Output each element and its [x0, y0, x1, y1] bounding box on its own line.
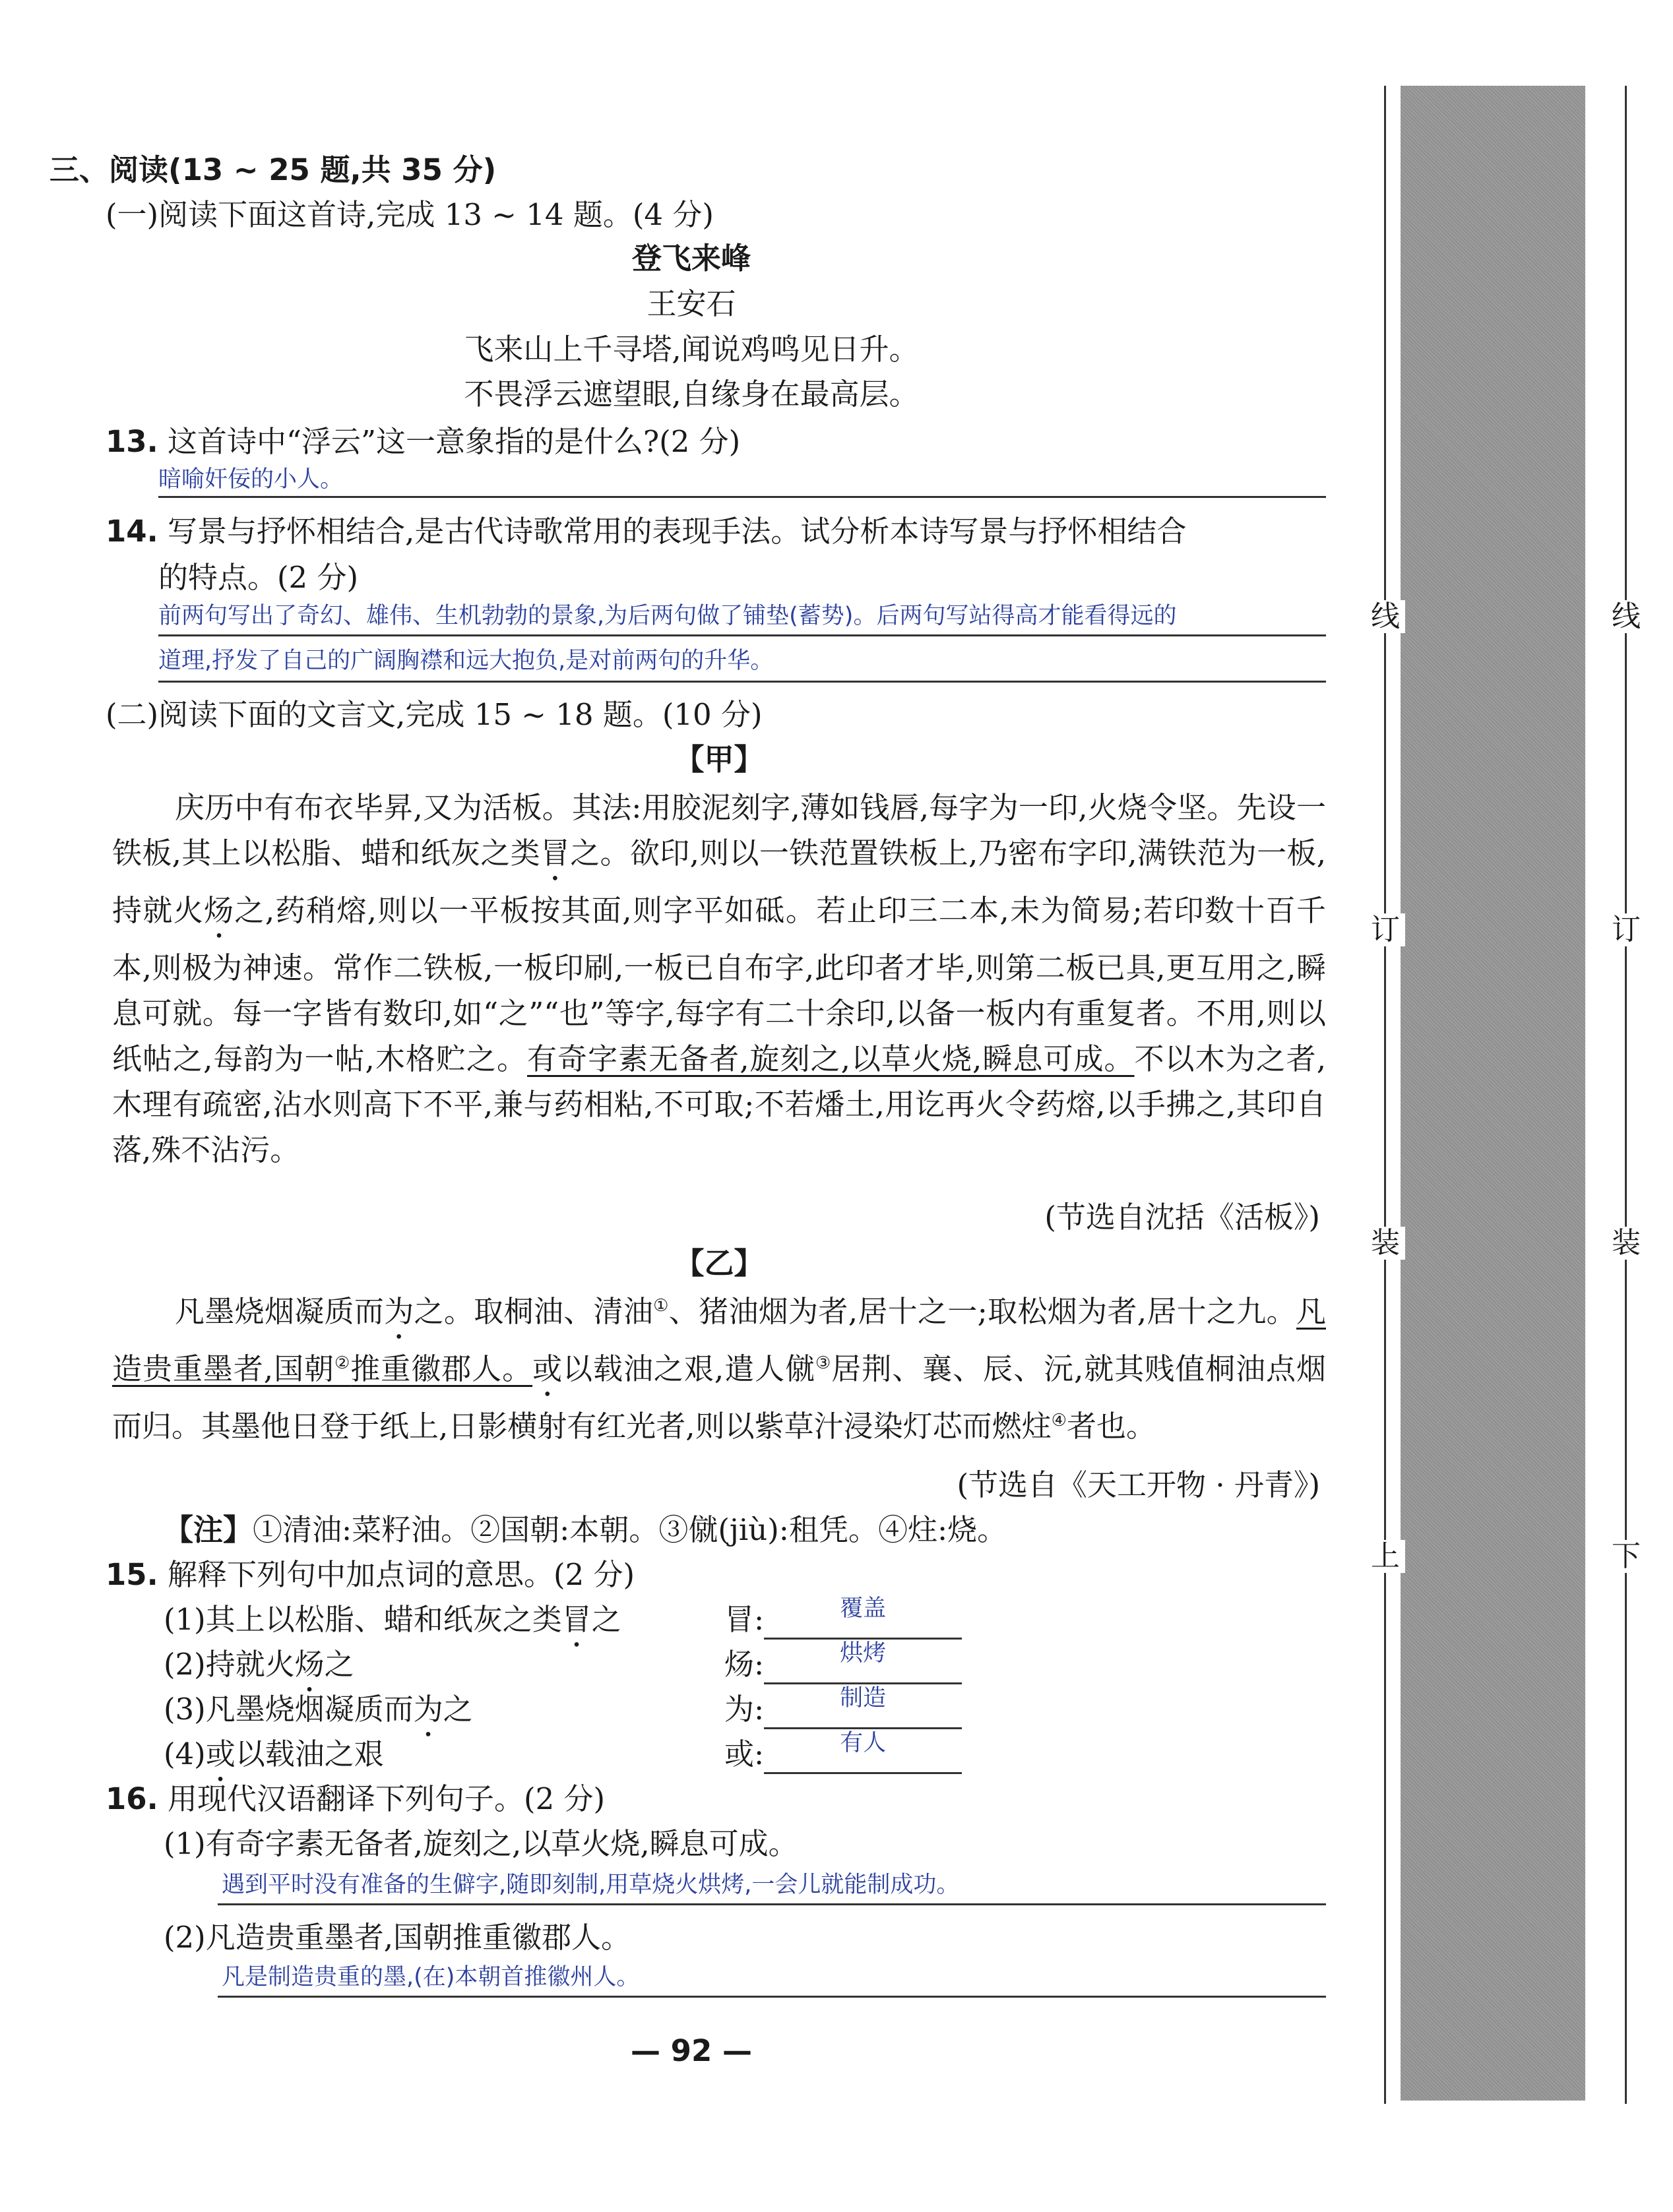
answer-line	[158, 681, 1326, 683]
underlined-text: 推重徽郡人。	[350, 1351, 533, 1386]
question-number: 15.	[106, 1557, 158, 1592]
poem-line-1: 飞来山上千寻塔,闻说鸡鸣见日升。	[464, 332, 919, 367]
binding-char-left: 上	[1366, 1540, 1405, 1573]
q16-sentence-2: (2)凡造贵重墨者,国朝推重徽郡人。	[164, 1920, 631, 1955]
binding-char-right: 装	[1606, 1227, 1646, 1260]
answer-key: 冒:	[724, 1602, 765, 1637]
notes	[164, 1510, 1007, 1550]
passage-text: 、猪油烟为者,居十之一;取松烟为者,居十之九。	[668, 1294, 1296, 1329]
footnote-mark: ①	[653, 1296, 669, 1316]
dotted-word: 或	[205, 1736, 236, 1771]
page-number: — 92 —	[631, 2033, 752, 2068]
q16-sentence-1: (1)有奇字素无备者,旋刻之,以草火烧,瞬息可成。	[164, 1826, 798, 1861]
passage-jia-source: (节选自沈括《活板》)	[1044, 1200, 1320, 1235]
question-number: 16.	[106, 1781, 158, 1816]
answer-line	[218, 1996, 1326, 1998]
question-14-line-2: 的特点。(2 分)	[158, 560, 359, 595]
passage-text: 之。取桐油、清油	[414, 1294, 654, 1329]
part2-intro: (二)阅读下面的文言文,完成 15 ~ 18 题。(10 分)	[106, 697, 763, 732]
dotted-word: 或	[532, 1351, 563, 1386]
binding-char-left: 订	[1366, 913, 1405, 946]
item-text: (4)	[164, 1736, 206, 1771]
question-16	[106, 1779, 605, 1819]
poem-title: 登飞来峰	[631, 241, 751, 276]
passage-yi-source: (节选自《天工开物 · 丹青》)	[957, 1467, 1320, 1502]
dotted-word: 为	[413, 1692, 443, 1727]
dotted-word: 冒	[540, 836, 571, 871]
answer-line	[218, 1903, 1326, 1905]
q15-item-2-answer	[724, 1640, 962, 1684]
question-14-line-1	[106, 512, 1186, 551]
item-text: 之	[324, 1647, 354, 1682]
answer-value: 烘烤	[840, 1640, 887, 1667]
notes-text: ①清油:菜籽油。②国朝:本朝。③僦(jiù):租凭。④炷:烧。	[253, 1512, 1007, 1547]
q16-answer-2: 凡是制造贵重的墨,(在)本朝首推徽州人。	[222, 1964, 640, 1990]
answer-blank[interactable]	[764, 1730, 962, 1774]
answer-blank[interactable]	[764, 1685, 962, 1729]
passage-text: 者也。	[1066, 1409, 1156, 1444]
passage-jia	[112, 785, 1326, 1173]
question-15	[106, 1555, 635, 1595]
passage-text: 不以木为之者,木理有疏密,沾水则高下不平,兼与药相粘,不可取;不若燔土,用讫再火令药熔,以手拂之,其印自落,殊不沾污。	[112, 1041, 1326, 1167]
answer-value: 制造	[840, 1685, 887, 1711]
footnote-mark: ②	[334, 1353, 351, 1373]
binding-char-left: 线	[1366, 600, 1405, 633]
answer-line	[158, 496, 1326, 498]
item-text: 以载油之艰	[235, 1736, 384, 1771]
question-text: 这首诗中“浮云”这一意象指的是什么?(2 分)	[168, 424, 741, 459]
answer-14-line-2: 道理,抒发了自己的广阔胸襟和远大抱负,是对前两句的升华。	[158, 648, 774, 674]
binding-gray-band	[1401, 86, 1585, 2101]
question-13	[106, 422, 740, 462]
q15-item-4-answer	[724, 1730, 962, 1774]
passage-text: 之。欲印,则以一铁范置铁板上,乃密布字印,满铁范为一板,持就火	[112, 836, 1326, 928]
answer-line	[158, 634, 1326, 636]
question-text: 解释下列句中加点词的意思。(2 分)	[168, 1557, 635, 1592]
answer-key: 炀:	[724, 1647, 765, 1682]
passage-yi-label: 【乙】	[674, 1246, 764, 1281]
passage-text: 凡墨烧烟凝质而	[175, 1294, 385, 1329]
binding-char-right: 线	[1606, 600, 1646, 633]
answer-14-line-1: 前两句写出了奇幻、雄伟、生机勃勃的景象,为后两句做了铺垫(蓄势)。后两句写站得高才能看得远的	[158, 603, 1177, 629]
underlined-sentence: 有奇字素无备者,旋刻之,以草火烧,瞬息可成。	[527, 1041, 1135, 1076]
question-number: 13.	[106, 424, 158, 459]
q15-item-3-answer	[724, 1685, 962, 1729]
answer-value: 覆盖	[840, 1595, 887, 1622]
binding-char-right: 下	[1606, 1540, 1646, 1573]
footnote-mark: ④	[1051, 1411, 1067, 1430]
question-number: 14.	[106, 514, 158, 549]
binding-line-right	[1625, 86, 1627, 2104]
passage-text: 居荆、襄、辰、沅,就其贱值桐油点烟而归。其墨他日登于纸上,日影横射有红光者,则以紫草汁浸染灯芯而燃炷	[112, 1351, 1326, 1444]
passage-jia-label: 【甲】	[674, 742, 764, 777]
passage-text: 以载油之艰,遣人僦	[563, 1351, 816, 1386]
answer-blank[interactable]	[764, 1595, 962, 1640]
item-text: 之	[591, 1602, 621, 1637]
q15-item-1-answer	[724, 1595, 962, 1640]
poem-line-2: 不畏浮云遮望眼,自缘身在最高层。	[464, 377, 919, 412]
question-text: 用现代汉语翻译下列句子。(2 分)	[168, 1781, 606, 1816]
part1-intro: (一)阅读下面这首诗,完成 13 ~ 14 题。(4 分)	[106, 197, 714, 232]
binding-char-left: 装	[1366, 1227, 1405, 1260]
item-text: (3)凡墨烧烟凝质而	[164, 1692, 414, 1727]
dotted-word: 炀	[204, 893, 235, 928]
binding-line-left	[1384, 86, 1386, 2104]
question-text: 写景与抒怀相结合,是古代诗歌常用的表现手法。试分析本诗写景与抒怀相结合	[168, 514, 1187, 549]
dotted-word: 炀	[294, 1647, 325, 1682]
item-text: (2)持就火	[164, 1647, 295, 1682]
footnote-mark: ③	[815, 1353, 832, 1373]
binding-char-right: 订	[1606, 913, 1646, 946]
answer-value: 有人	[840, 1730, 887, 1756]
dotted-word: 冒	[561, 1602, 592, 1637]
answer-13: 暗喻奸佞的小人。	[158, 466, 344, 493]
answer-key: 或:	[724, 1736, 765, 1771]
item-text: 之	[443, 1692, 473, 1727]
passage-yi	[112, 1289, 1326, 1449]
notes-label: 【注】	[164, 1512, 253, 1547]
dotted-word: 为	[384, 1294, 414, 1329]
answer-blank[interactable]	[764, 1640, 962, 1684]
passage-text: 庆历中有布衣毕昇,又为活板。其法:用胶泥刻字,薄如钱唇,每字为一印,火烧令坚。先设一铁板,其上以松脂、蜡和纸灰之类	[112, 790, 1326, 871]
passage-text: 之,药稍熔,则以一平板按其面,则字平如砥。若止印三二本,未为简易;若印数十百千本,则极为神速。常作二铁板,一板印刷,一板已自布字,此印者才毕,则第二板已具,更互用之,瞬息可就。每一字皆有数印,如“之”“也”等字,每字有二十余印,以备一板内有重复者。不用,则以纸帖之,每韵为一帖,木格贮之。	[112, 893, 1326, 1076]
section-heading: 三、阅读(13 ~ 25 题,共 35 分)	[49, 152, 497, 187]
answer-key: 为:	[724, 1692, 765, 1727]
item-text: (1)其上以松脂、蜡和纸灰之类	[164, 1602, 562, 1637]
q16-answer-1: 遇到平时没有准备的生僻字,随即刻制,用草烧火烘烤,一会儿就能制成功。	[222, 1872, 960, 1898]
poem-author: 王安石	[647, 286, 736, 321]
underlined-text: 凡造贵重墨者,国朝	[112, 1294, 1326, 1386]
